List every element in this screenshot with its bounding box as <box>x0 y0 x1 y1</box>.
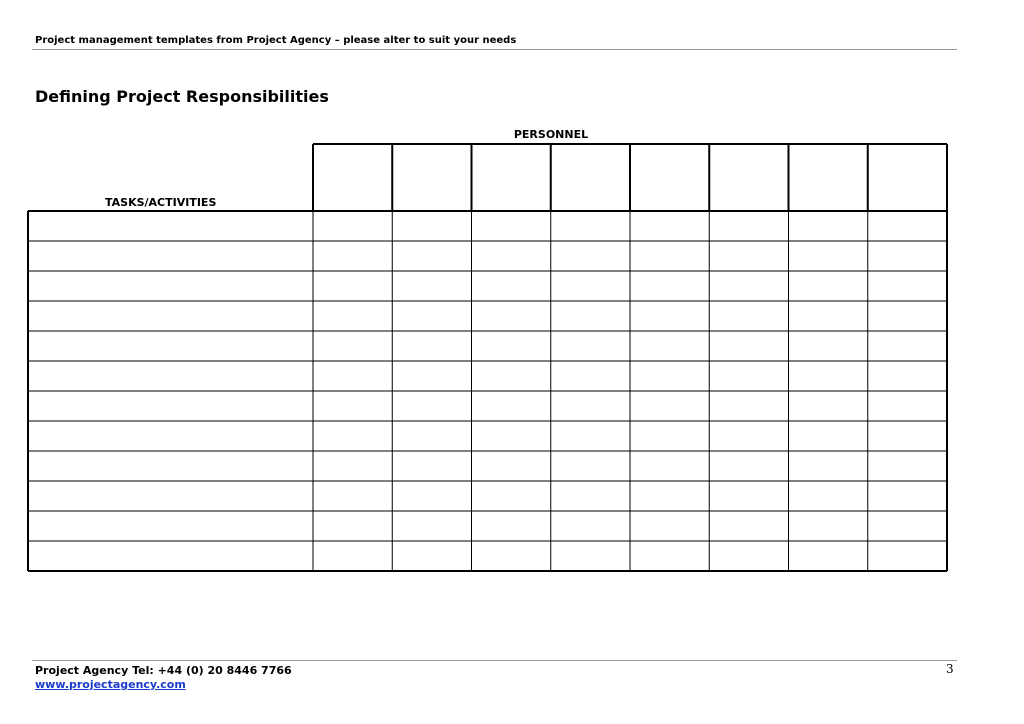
personnel-label: PERSONNEL <box>513 128 589 141</box>
footer-rule <box>32 660 957 661</box>
page-title: Defining Project Responsibilities <box>35 87 329 106</box>
header-text: Project management templates from Project Agency – please alter to suit your needs <box>35 35 517 46</box>
footer-website-link[interactable]: www.projectagency.com <box>35 678 186 691</box>
footer-telephone: Project Agency Tel: +44 (0) 20 8446 7766 <box>35 664 292 677</box>
tasks-activities-label: TASKS/ACTIVITIES <box>105 196 217 209</box>
page-number: 3 <box>946 662 954 676</box>
